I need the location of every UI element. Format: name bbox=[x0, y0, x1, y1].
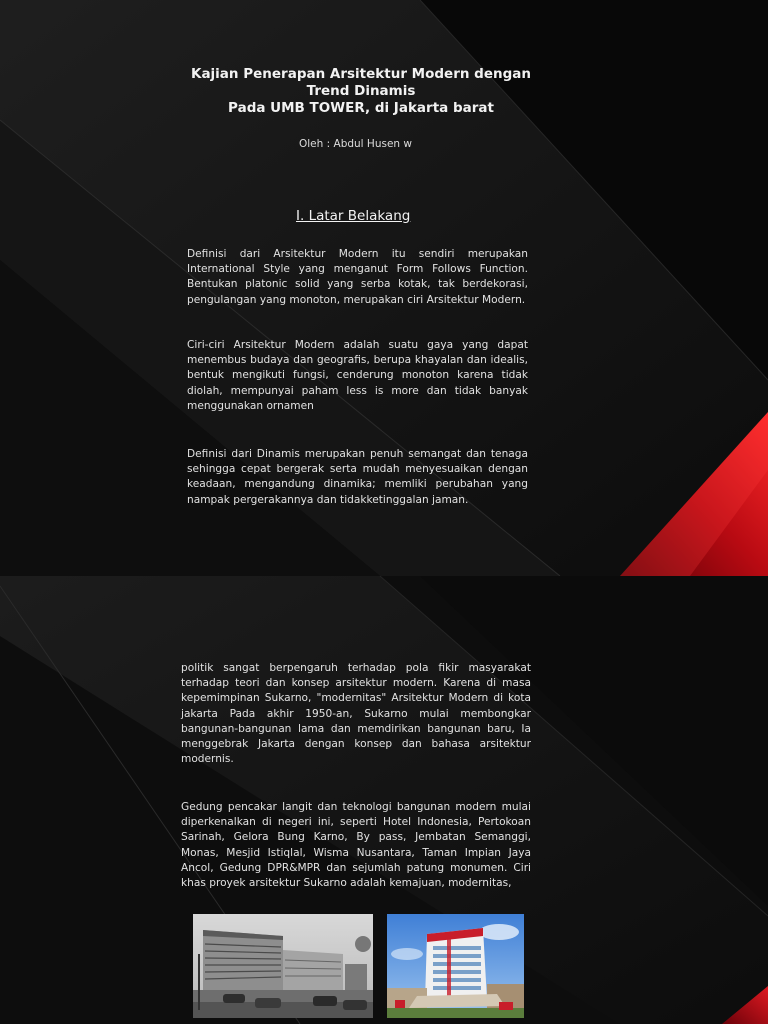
paragraph-definition-modern: Definisi dari Arsitektur Modern itu sendiri merupakan International Style yang menganut Form Follows Function. Bentukan platonic solid yang serba kotak, tak berdekorasi, pengulangan yang monoton, merupakan ciri Arsitektur Modern. bbox=[187, 248, 528, 306]
photo-tower-building bbox=[387, 914, 524, 1018]
title-line-1: Kajian Penerapan Arsitektur Modern dengan bbox=[190, 66, 531, 82]
paragraph-characteristics: Ciri-ciri Arsitektur Modern adalah suatu gaya yang dapat menembus budaya dan geografis, berupa khayalan dan idealis, bentuk mengikuti fungsi, cenderung monoton karena tidak diolah, mempunyai paham less is more dan tidak banyak menggunakan ornamen bbox=[187, 339, 528, 412]
title-line-2: Trend Dinamis bbox=[306, 83, 416, 99]
slide-title bbox=[150, 66, 572, 117]
paragraph-definition-dynamic: Definisi dari Dinamis merupakan penuh semangat dan tenaga sehingga cepat bergerak serta mudah menyesuaikan dengan keadaan, mengandung dinamika; memliki perubahan yang nampak pergerakannya dan tidakketinggalan jaman. bbox=[187, 448, 528, 506]
paragraph-politics: politik sangat berpengaruh terhadap pola fikir masyarakat terhadap teori dan konsep arsitektur modern. Karena di masa kepemimpinan Sukarno, "modernitas" Arsitektur Modern di kota jakarta Pada akhir 1950-an, Sukarno mulai membongkar bangunan-bangunan lama dan memdirikan bangunan baru, Ia menggebrak Jakarta dengan konsep dan bahasa arsitektur modernis. bbox=[181, 662, 531, 766]
title-line-3: Pada UMB TOWER, di Jakarta barat bbox=[228, 100, 494, 116]
slide-2 bbox=[0, 576, 768, 1024]
paragraph-skyscrapers: Gedung pencakar langit dan teknologi bangunan modern mulai diperkenalkan di negeri ini, seperti Hotel Indonesia, Pertokoan Sarinah, Gelora Bung Karno, By pass, Jembatan Semanggi, Monas, Mesjid Istiqlal, Wisma Nusantara, Taman Impian Jaya Ancol, Gedung DPR&MPR dan sejumlah patung monumen. Ciri khas proyek arsitektur Sukarno adalah kemajuan, modernitas, bbox=[181, 801, 531, 890]
section-heading: I. Latar Belakang bbox=[296, 208, 411, 224]
author-line: Oleh : Abdul Husen w bbox=[299, 138, 412, 150]
photo-historic-modern-building bbox=[193, 914, 373, 1018]
